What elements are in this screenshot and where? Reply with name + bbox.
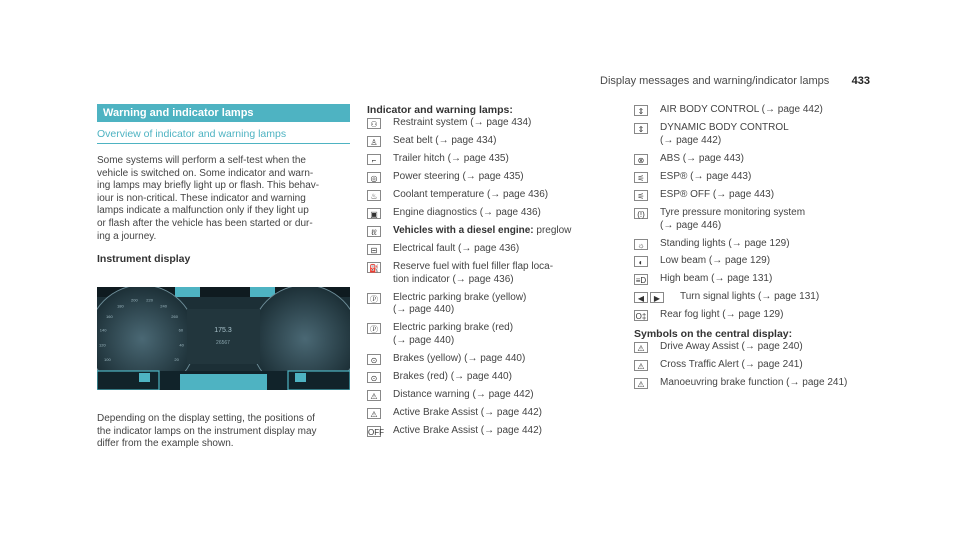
lamp-row: [367, 243, 602, 256]
speed-tick-label: 220: [146, 297, 153, 303]
lamp-description: [393, 261, 602, 287]
lamp-text-line: Active Brake Assist (→ page 442): [393, 407, 542, 419]
lamp-description: [393, 117, 602, 130]
speed-tick-label: 100: [104, 357, 111, 363]
lamp-description: [660, 238, 884, 251]
lamp-text-line: Standing lights (→ page 129): [660, 237, 790, 249]
lamp-condition: Vehicles with a diesel engine:: [393, 224, 534, 236]
lamp-text-line: preglow: [533, 224, 572, 236]
dynamic-body-control-icon: ⇕: [634, 123, 648, 134]
lamp-row: [367, 189, 602, 202]
lamp-text-line: tion indicator (→ page 436): [393, 273, 514, 285]
speed-tick-label: 60: [178, 327, 184, 333]
speed-tick-label: 260: [171, 313, 178, 319]
intro-line: vehicle is switched on. Some indicator and warn-: [97, 167, 314, 179]
lamp-text-line: Manoeuvring brake function (→ page 241): [660, 377, 848, 389]
lamp-text-line: (→ page 442): [660, 134, 722, 146]
lamp-text-line: Power steering (→ page 435): [393, 170, 524, 182]
lamp-row: [634, 255, 884, 268]
lamp-description: [393, 371, 602, 384]
lamp-text-line: High beam (→ page 131): [660, 273, 773, 285]
central-list: [634, 341, 884, 390]
high-beam-icon: ≡D: [635, 276, 647, 286]
lamp-row: [634, 341, 884, 354]
caption-line: the indicator lamps on the instrument display may: [97, 425, 317, 437]
esp-icon: ⚟: [634, 172, 648, 183]
intro-line: ing a journey.: [97, 230, 157, 242]
top-indicator-right: [250, 287, 275, 297]
coolant-icon: ♨: [367, 190, 381, 201]
bottom-indicator-right: [295, 373, 306, 382]
lamp-description: [393, 135, 602, 148]
speed-tick-label: 40: [179, 342, 184, 348]
lamp-text-line: Drive Away Assist (→ page 240): [660, 341, 803, 353]
lamp-description: [393, 407, 602, 420]
lamp-row: [367, 117, 602, 130]
speed-tick-label: 140: [99, 327, 107, 333]
brakes-yellow-icon: ⊙: [367, 354, 381, 365]
lamp-text-line: Electric parking brake (red): [393, 322, 514, 334]
caption-line: Depending on the display setting, the positions of: [97, 413, 315, 425]
lamp-description: [660, 104, 884, 117]
lamp-text-line: Engine diagnostics (→ page 436): [393, 206, 541, 218]
standing-lights-icon: ☼: [634, 239, 648, 250]
lamp-row: [634, 207, 884, 233]
intro-line: lamps indicate a malfunction only if they light up: [97, 205, 309, 217]
lamps2-list: [634, 104, 884, 322]
lamp-description: [393, 171, 602, 184]
center-sub: 26567: [216, 340, 230, 347]
lamp-text-line: Restraint system (→ page 434): [393, 117, 532, 128]
lamp-text-line: DYNAMIC BODY CONTROL: [660, 121, 789, 133]
distance-warning-icon: ⚠: [367, 390, 381, 401]
lamp-text-line: ESP® (→ page 443): [660, 170, 752, 182]
cross-traffic-alert-icon: ⚠: [634, 360, 648, 371]
lamp-row: [367, 407, 602, 420]
lamp-row: [634, 189, 884, 202]
manoeuvring-brake-icon: ⚠: [634, 378, 648, 389]
section-subheading: Overview of indicator and warning lamps: [97, 128, 350, 144]
lamp-text-line: Electric parking brake (yellow): [393, 291, 527, 303]
right-column: [634, 104, 884, 395]
lamp-description: [660, 207, 884, 233]
rear-fog-icon: O‡: [635, 312, 647, 322]
lamp-text-line: Rear fog light (→ page 129): [660, 309, 784, 321]
brakes-red-icon: ⊙: [367, 372, 381, 383]
lamp-text-line: AIR BODY CONTROL (→ page 442): [660, 104, 823, 115]
instrument-cluster-image: [97, 287, 350, 390]
top-indicator-left: [175, 287, 200, 297]
lamp-text-line: Tyre pressure monitoring system: [660, 206, 806, 218]
lamp-description: [660, 171, 884, 184]
lamp-row: [634, 273, 884, 286]
lamp-row: [634, 171, 884, 184]
lamp-text-line: ESP® OFF (→ page 443): [660, 188, 775, 200]
central-heading: Symbols on the central display:: [634, 328, 793, 341]
icon-pair: [634, 291, 668, 303]
caption-line: differ from the example shown.: [97, 438, 234, 450]
lamp-row: [634, 122, 884, 148]
preglow-icon: ℓℓ: [367, 226, 381, 237]
lamp-row: [634, 377, 884, 390]
lamp-text-line: Seat belt (→ page 434): [393, 134, 497, 146]
bottom-indicator-bar: [180, 374, 267, 390]
lamp-description: [660, 122, 884, 148]
lamp-row: [367, 171, 602, 184]
lamp-row: [634, 291, 884, 304]
lamp-row: [367, 425, 602, 438]
engine-icon: ▣: [367, 208, 381, 219]
lamp-row: [367, 322, 602, 348]
turn-signal-icon: ▶: [650, 292, 664, 303]
lamp-description: [393, 243, 602, 256]
seatbelt-icon: ♙: [367, 136, 381, 147]
lamp-description: [393, 207, 602, 220]
lamp-text-line: Electrical fault (→ page 436): [393, 242, 520, 254]
lamp-row: [367, 353, 602, 366]
lamp-description: [393, 153, 602, 166]
speed-tick-label: 200: [131, 297, 138, 303]
center-display: [187, 309, 260, 364]
lamp-text-line: Distance warning (→ page 442): [393, 389, 534, 401]
active-brake-assist-icon: ⚠: [367, 408, 381, 419]
lamp-text-line: Reserve fuel with fuel filler flap loca-: [393, 260, 554, 272]
lamp-row: [634, 238, 884, 251]
instrument-cluster-drawing: [97, 287, 350, 390]
lamp-description: [660, 309, 884, 322]
speed-tick-label: 160: [106, 313, 113, 319]
section-banner: Warning and indicator lamps: [97, 104, 350, 122]
left-column: [97, 104, 350, 451]
lamp-description: [393, 225, 602, 238]
low-beam-icon: ◐: [634, 256, 648, 267]
lamp-description: [660, 255, 884, 268]
lamp-description: [680, 291, 884, 304]
intro-line: Some systems will perform a self-test when the: [97, 155, 306, 166]
intro-paragraph: [97, 155, 350, 243]
lamp-text-line: Trailer hitch (→ page 435): [393, 152, 509, 164]
intro-line: ing lamps may briefly light up or flash. This behav-: [97, 180, 320, 192]
lamp-description: [660, 273, 884, 286]
lamp-row: [367, 153, 602, 166]
air-body-control-icon: ⇕: [634, 105, 648, 116]
tyre-pressure-icon: (!): [634, 208, 648, 219]
lamp-text-line: Brakes (red) (→ page 440): [393, 371, 512, 383]
center-value: 175.3: [214, 327, 232, 335]
battery-icon: ⊟: [367, 244, 381, 255]
lamps-list: [367, 117, 602, 438]
speed-tick-label: 240: [160, 303, 167, 309]
caption-paragraph: [97, 413, 350, 451]
lamp-row: [367, 135, 602, 148]
lamp-text-line: Low beam (→ page 129): [660, 255, 771, 267]
lamp-row: [367, 207, 602, 220]
lamp-text-line: ABS (→ page 443): [660, 152, 744, 164]
intro-line: or flash after the vehicle has been started or dur-: [97, 217, 313, 229]
page-header: [600, 75, 870, 87]
lamps-heading: Indicator and warning lamps:: [367, 104, 513, 116]
speed-tick-label: 20: [174, 357, 179, 363]
parking-brake-yellow-icon: Ⓟ: [367, 293, 381, 304]
lamp-description: [660, 153, 884, 166]
speed-tick-label: 120: [99, 342, 106, 348]
active-brake-assist-off-icon: OFF: [368, 428, 384, 438]
abs-icon: ⊗: [634, 154, 648, 165]
lamp-row: [634, 153, 884, 166]
instrument-heading: Instrument display: [97, 253, 191, 266]
restraint-icon: ⚇: [367, 118, 381, 129]
lamp-text-line: Coolant temperature (→ page 436): [393, 188, 549, 200]
lamp-row: [367, 225, 602, 238]
lamp-text-line: (→ page 440): [393, 304, 455, 316]
page-number: 433: [851, 75, 870, 87]
lamp-description: [660, 377, 884, 390]
lamp-text-line: Active Brake Assist (→ page 442): [393, 425, 542, 437]
lamp-text-line: Turn signal lights (→ page 131): [680, 291, 820, 303]
trailer-hitch-icon: ⌐: [367, 154, 381, 165]
lamp-text-line: Brakes (yellow) (→ page 440): [393, 353, 526, 365]
intro-line: iour is non-critical. These indicator and warning: [97, 192, 306, 204]
lamp-description: [393, 322, 602, 348]
lamp-description: [660, 359, 884, 372]
speed-tick-label: 180: [117, 303, 124, 309]
lamp-text-line: Cross Traffic Alert (→ page 241): [660, 359, 803, 371]
lamp-text-line: (→ page 440): [393, 335, 455, 347]
fuel-icon: ⛽: [367, 262, 381, 273]
header-title: Display messages and warning/indicator lamps: [600, 75, 830, 87]
lamp-description: [660, 341, 884, 354]
middle-column: [367, 104, 602, 443]
lamp-description: [660, 189, 884, 202]
lamp-row: [367, 292, 602, 318]
lamp-description: [393, 292, 602, 318]
lamp-row: [634, 309, 884, 322]
power-steering-icon: ◎: [367, 172, 381, 183]
parking-brake-red-icon: Ⓟ: [367, 323, 381, 334]
lamp-description: [393, 189, 602, 202]
lamp-description: [393, 389, 602, 402]
lamp-row: [367, 371, 602, 384]
turn-signal-icon: ◀: [634, 292, 648, 303]
lamp-row: [634, 104, 884, 117]
bottom-indicator-left: [139, 373, 150, 382]
esp-off-icon: ⚟: [634, 190, 648, 201]
lamp-row: [367, 261, 602, 287]
lamp-description: [393, 353, 602, 366]
lamp-row: [367, 389, 602, 402]
lamp-description: [393, 425, 602, 438]
drive-away-assist-icon: ⚠: [634, 342, 648, 353]
lamp-row: [634, 359, 884, 372]
lamp-text-line: (→ page 446): [660, 219, 722, 231]
